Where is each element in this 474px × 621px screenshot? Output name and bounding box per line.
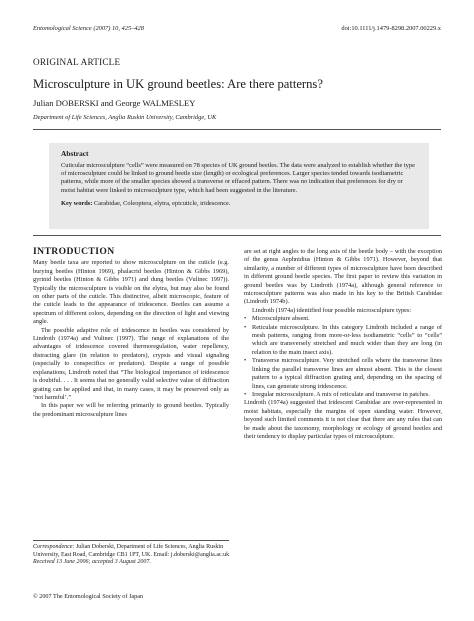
author-list: Julian DOBERSKI and George WALMESLEY	[33, 98, 196, 108]
doi-text[interactable]: doi:10.1111/j.1479-8298.2007.00229.x	[341, 25, 441, 32]
correspondence-label: Correspondence:	[33, 544, 75, 550]
right-column	[244, 248, 442, 441]
list-item: • Transverse microsculpture. Very stretched cells where the transverse lines linking the parallel transverse lines are almost absent. This is the closest pattern to a typical diffraction grating and, depending on the spacing of lines, can generate strong iridescence.	[244, 357, 442, 391]
abstract-heading: Abstract	[61, 149, 89, 158]
intro-paragraph-1: Many beetle taxa are reported to show microsculpture on the cuticle (e.g. burying beetles (Hinton 1969), phalacrid beetles (Hinton & Gibbs 1969), gyrinid beetles (Hinton & Gibbs 1971) and dung beetles (Vulinec 1997)). Typically the microsculpture is visible on the elytra, but may also be found on other parts of the cuticle. This distinctive, albeit microscopic, feature of the cuticle leads to the appearance of iridescence. Beetles can assume a spectrum of different colors, depending on the direction of light and viewing angle.	[33, 259, 229, 326]
author-affiliation: Department of Life Sciences, Anglia Ruskin University, Cambridge, UK	[33, 114, 217, 121]
right-paragraph-2: Lindroth (1974a) identified four possible microsculpture types:	[252, 306, 412, 314]
list-item: • Microsculpture absent.	[244, 315, 442, 323]
intro-paragraph-3: In this paper we will be referring primarily to ground beetles. Typically the predominant microsculpture lines	[33, 402, 229, 418]
header-divider	[33, 129, 441, 130]
journal-citation: Entomological Science (2007) 10, 425–428	[33, 25, 144, 32]
received-dates: Received 13 June 2006; accepted 3 August 2007.	[33, 559, 151, 566]
footnote-divider	[33, 540, 229, 541]
correspondence-footnote	[33, 544, 233, 567]
article-type: ORIGINAL ARTICLE	[33, 57, 121, 67]
abstract-divider	[33, 235, 441, 236]
correspondence-text: Julian Doberski, Department of Life Sciences, Anglia Ruskin University, East Road, Cambridge CB1 1PT, UK. Email: j.doberski@anglia.ac.uk	[33, 544, 230, 558]
keywords-label: Key words:	[61, 199, 93, 207]
keywords-list: Carabidae, Coleoptera, elytra, epicuticle, iridescence.	[94, 199, 231, 207]
left-column	[33, 248, 229, 419]
right-paragraph-3: Lindroth (1974a) suggested that iridescent Carabidae are over-represented in moist habitats, especially the margins of open standing water. However, beyond such limited comments it is not clear that there are any rules that can be made about the taxonomy, morphology or ecology of ground beetles and their tendency to display particular types of microsculpture.	[244, 399, 442, 440]
running-head	[33, 25, 441, 35]
article-title: Microsculpture in UK ground beetles: Are there patterns?	[33, 77, 323, 91]
keywords	[61, 200, 417, 207]
microsculpture-types-list	[244, 315, 442, 399]
list-item: • Irregular microsculpture. A mix of reticulate and transverse in patches.	[244, 391, 442, 399]
list-item: • Reticulate microsculpture. In this category Lindroth included a range of mesh patterns, ranging from more-or-less isodiametric “cells” to “cells” which are transversely stretched and much wider than they are long (in relation to the main insect axis).	[244, 324, 442, 358]
abstract-text: Cuticular microsculpture “cells” were measured on 78 species of UK ground beetles. The data were analyzed to establish whether the type of microsculpture could be linked to ground beetle size (length) or ecological preferences. Larger species tended towards isodiametric patterns, while more of the smaller species showed a transverse or effaced pattern. There was no indication that preferences for dry or moist habitat were linked to microsculpture type, which had been suggested in the literature.	[61, 162, 415, 194]
copyright-notice: © 2007 The Entomological Society of Japan	[33, 593, 144, 600]
abstract-box	[49, 143, 429, 229]
intro-paragraph-2: The possible adaptive role of iridescence in beetles was considered by Lindroth (1974a) and Vulinec (1997). The range of explanations of the advantages of iridescence covered thermoregulation, water repellency, distracting glare (in relation to predators), crypsis and visual signaling (especially to conspecifics or predators). Despite a range of possible explanations, Lindroth noted that “The biological importance of iridescence is doubtful. . . . It seems that no generally valid selective value of diffraction grating can be applied and that, in many cases, it may be preserved only as ‘not harmful’.”	[33, 326, 229, 401]
right-paragraph-1: are set at right angles to the long axis of the beetle body – with the exception of the genus Aephnidius (Hinton & Gibbs 1971). However, beyond that similarity, a number of different types of microsculpture have been described in different ground beetle species. The first paper to review this variation in ground beetles was by Lindroth (1974a), although general reference to microsculpture patterns was also made in his key to the British Carabidae (Lindroth 1974b).	[244, 248, 442, 306]
section-heading-introduction: INTRODUCTION	[33, 246, 115, 257]
